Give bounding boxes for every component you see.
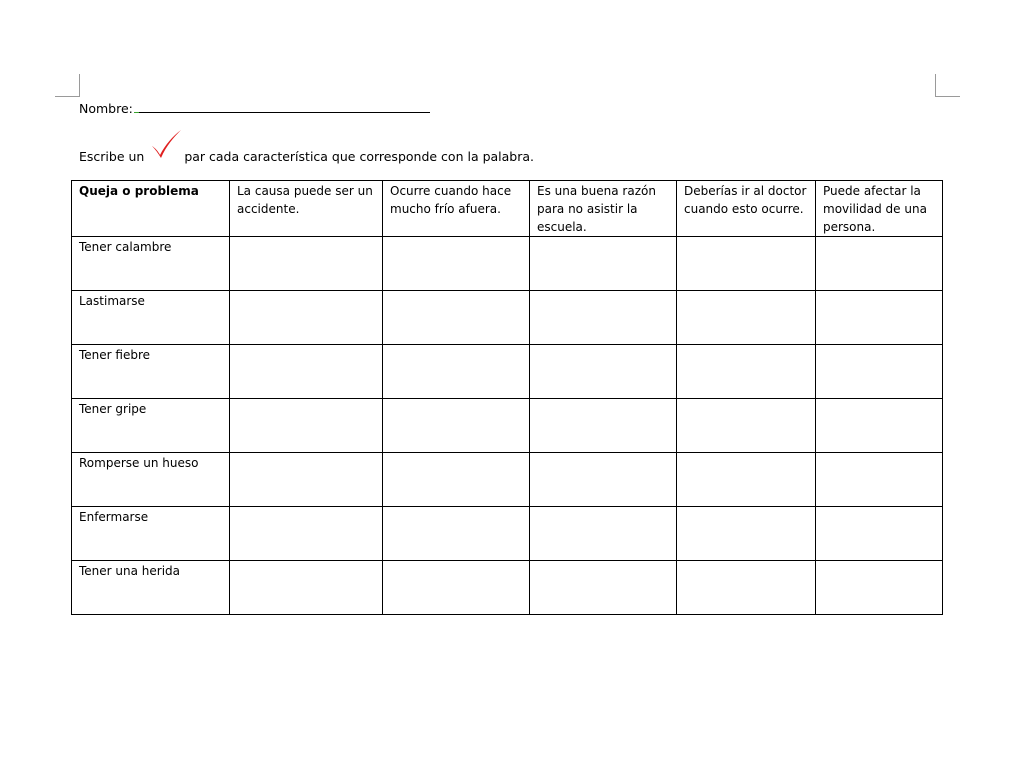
instruction-text-before: Escribe un (79, 149, 145, 164)
column-header: La causa puede ser un accidente. (230, 181, 383, 237)
check-cell[interactable] (816, 561, 943, 615)
check-cell[interactable] (816, 237, 943, 291)
check-cell[interactable] (530, 561, 677, 615)
check-cell[interactable] (230, 453, 383, 507)
check-cell[interactable] (677, 345, 816, 399)
check-cell[interactable] (230, 561, 383, 615)
name-blank-line[interactable] (134, 99, 430, 113)
table-row (72, 345, 943, 399)
check-cell[interactable] (677, 453, 816, 507)
instruction-text-after: par cada característica que corresponde con la palabra. (184, 149, 535, 164)
margin-corner-top-right (935, 74, 960, 97)
column-header: Puede afectar la movilidad de una persona. (816, 181, 943, 237)
worksheet-table (71, 180, 943, 615)
check-cell[interactable] (530, 507, 677, 561)
check-cell[interactable] (677, 291, 816, 345)
check-cell[interactable] (230, 399, 383, 453)
check-cell[interactable] (677, 561, 816, 615)
check-cell[interactable] (383, 291, 530, 345)
check-cell[interactable] (383, 399, 530, 453)
check-cell[interactable] (816, 291, 943, 345)
instructions (79, 146, 534, 168)
row-label: Tener una herida (72, 561, 230, 615)
check-cell[interactable] (530, 399, 677, 453)
row-label: Tener fiebre (72, 345, 230, 399)
table-row (72, 507, 943, 561)
check-cell[interactable] (530, 453, 677, 507)
name-field-line (79, 99, 430, 117)
margin-corner-top-left (55, 74, 80, 97)
check-cell[interactable] (230, 237, 383, 291)
name-label: Nombre: (79, 101, 133, 116)
check-cell[interactable] (677, 399, 816, 453)
table-row (72, 561, 943, 615)
row-label: Tener calambre (72, 237, 230, 291)
check-cell[interactable] (816, 399, 943, 453)
check-cell[interactable] (230, 291, 383, 345)
column-header: Es una buena razón para no asistir la escuela. (530, 181, 677, 237)
check-cell[interactable] (816, 507, 943, 561)
check-cell[interactable] (230, 507, 383, 561)
row-label: Enfermarse (72, 507, 230, 561)
check-cell[interactable] (383, 345, 530, 399)
check-cell[interactable] (383, 237, 530, 291)
table-row (72, 291, 943, 345)
check-cell[interactable] (677, 507, 816, 561)
check-cell[interactable] (383, 507, 530, 561)
checkmark-icon (148, 146, 180, 168)
row-label: Lastimarse (72, 291, 230, 345)
check-cell[interactable] (530, 345, 677, 399)
table-row (72, 237, 943, 291)
check-cell[interactable] (383, 453, 530, 507)
check-cell[interactable] (530, 237, 677, 291)
check-cell[interactable] (677, 237, 816, 291)
column-header: Deberías ir al doctor cuando esto ocurre. (677, 181, 816, 237)
table-header-row (72, 181, 943, 237)
table-row (72, 399, 943, 453)
check-cell[interactable] (230, 345, 383, 399)
check-cell[interactable] (383, 561, 530, 615)
row-label: Tener gripe (72, 399, 230, 453)
table-row (72, 453, 943, 507)
check-cell[interactable] (816, 453, 943, 507)
check-cell[interactable] (530, 291, 677, 345)
row-label: Romperse un hueso (72, 453, 230, 507)
column-header: Queja o problema (72, 181, 230, 237)
column-header: Ocurre cuando hace mucho frío afuera. (383, 181, 530, 237)
check-cell[interactable] (816, 345, 943, 399)
